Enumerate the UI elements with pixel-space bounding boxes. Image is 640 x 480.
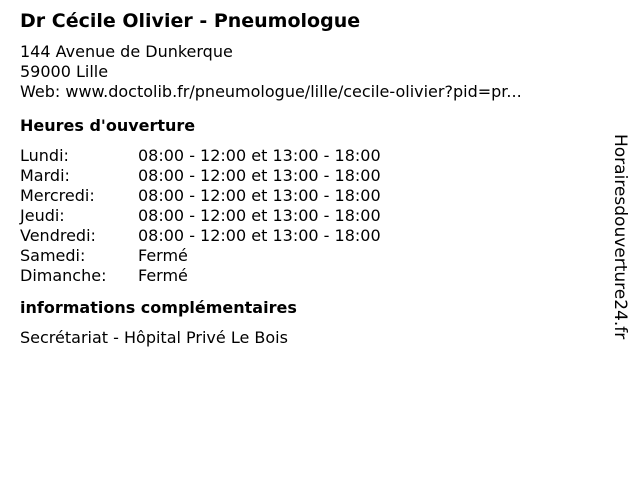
info-title: informations complémentaires [20,298,297,317]
hours-row-monday [20,146,600,166]
time-value: 08:00 - 12:00 et 13:00 - 18:00 [138,186,381,205]
hours-title: Heures d'ouverture [20,116,196,135]
time-value: 08:00 - 12:00 et 13:00 - 18:00 [138,146,381,165]
address-line-1: 144 Avenue de Dunkerque [20,42,233,61]
hours-row-friday [20,226,600,246]
hours-row-thursday [20,206,600,226]
watermark-text: Horairesdouverture24.fr [610,134,630,340]
address-block [20,42,600,102]
time-value: Fermé [138,266,188,285]
hours-row-saturday [20,246,600,266]
time-value: Fermé [138,246,188,265]
info-text: Secrétariat - Hôpital Privé Le Bois [20,328,288,347]
day-label: Mardi: [20,166,70,185]
day-label: Samedi: [20,246,86,265]
day-label: Vendredi: [20,226,96,245]
address-line-2: 59000 Lille [20,62,109,81]
page-title: Dr Cécile Olivier - Pneumologue [20,10,361,32]
time-value: 08:00 - 12:00 et 13:00 - 18:00 [138,166,381,185]
time-value: 08:00 - 12:00 et 13:00 - 18:00 [138,226,381,245]
business-card [20,8,600,348]
day-label: Lundi: [20,146,69,165]
vertical-watermark [610,134,630,344]
day-label: Jeudi: [20,206,65,225]
day-label: Mercredi: [20,186,95,205]
day-label: Dimanche: [20,266,107,285]
time-value: 08:00 - 12:00 et 13:00 - 18:00 [138,206,381,225]
opening-hours [20,146,600,286]
website-line: Web: www.doctolib.fr/pneumologue/lille/cecile-olivier?pid=pr... [20,82,522,101]
hours-row-sunday [20,266,600,286]
hours-row-wednesday [20,186,600,206]
hours-row-tuesday [20,166,600,186]
